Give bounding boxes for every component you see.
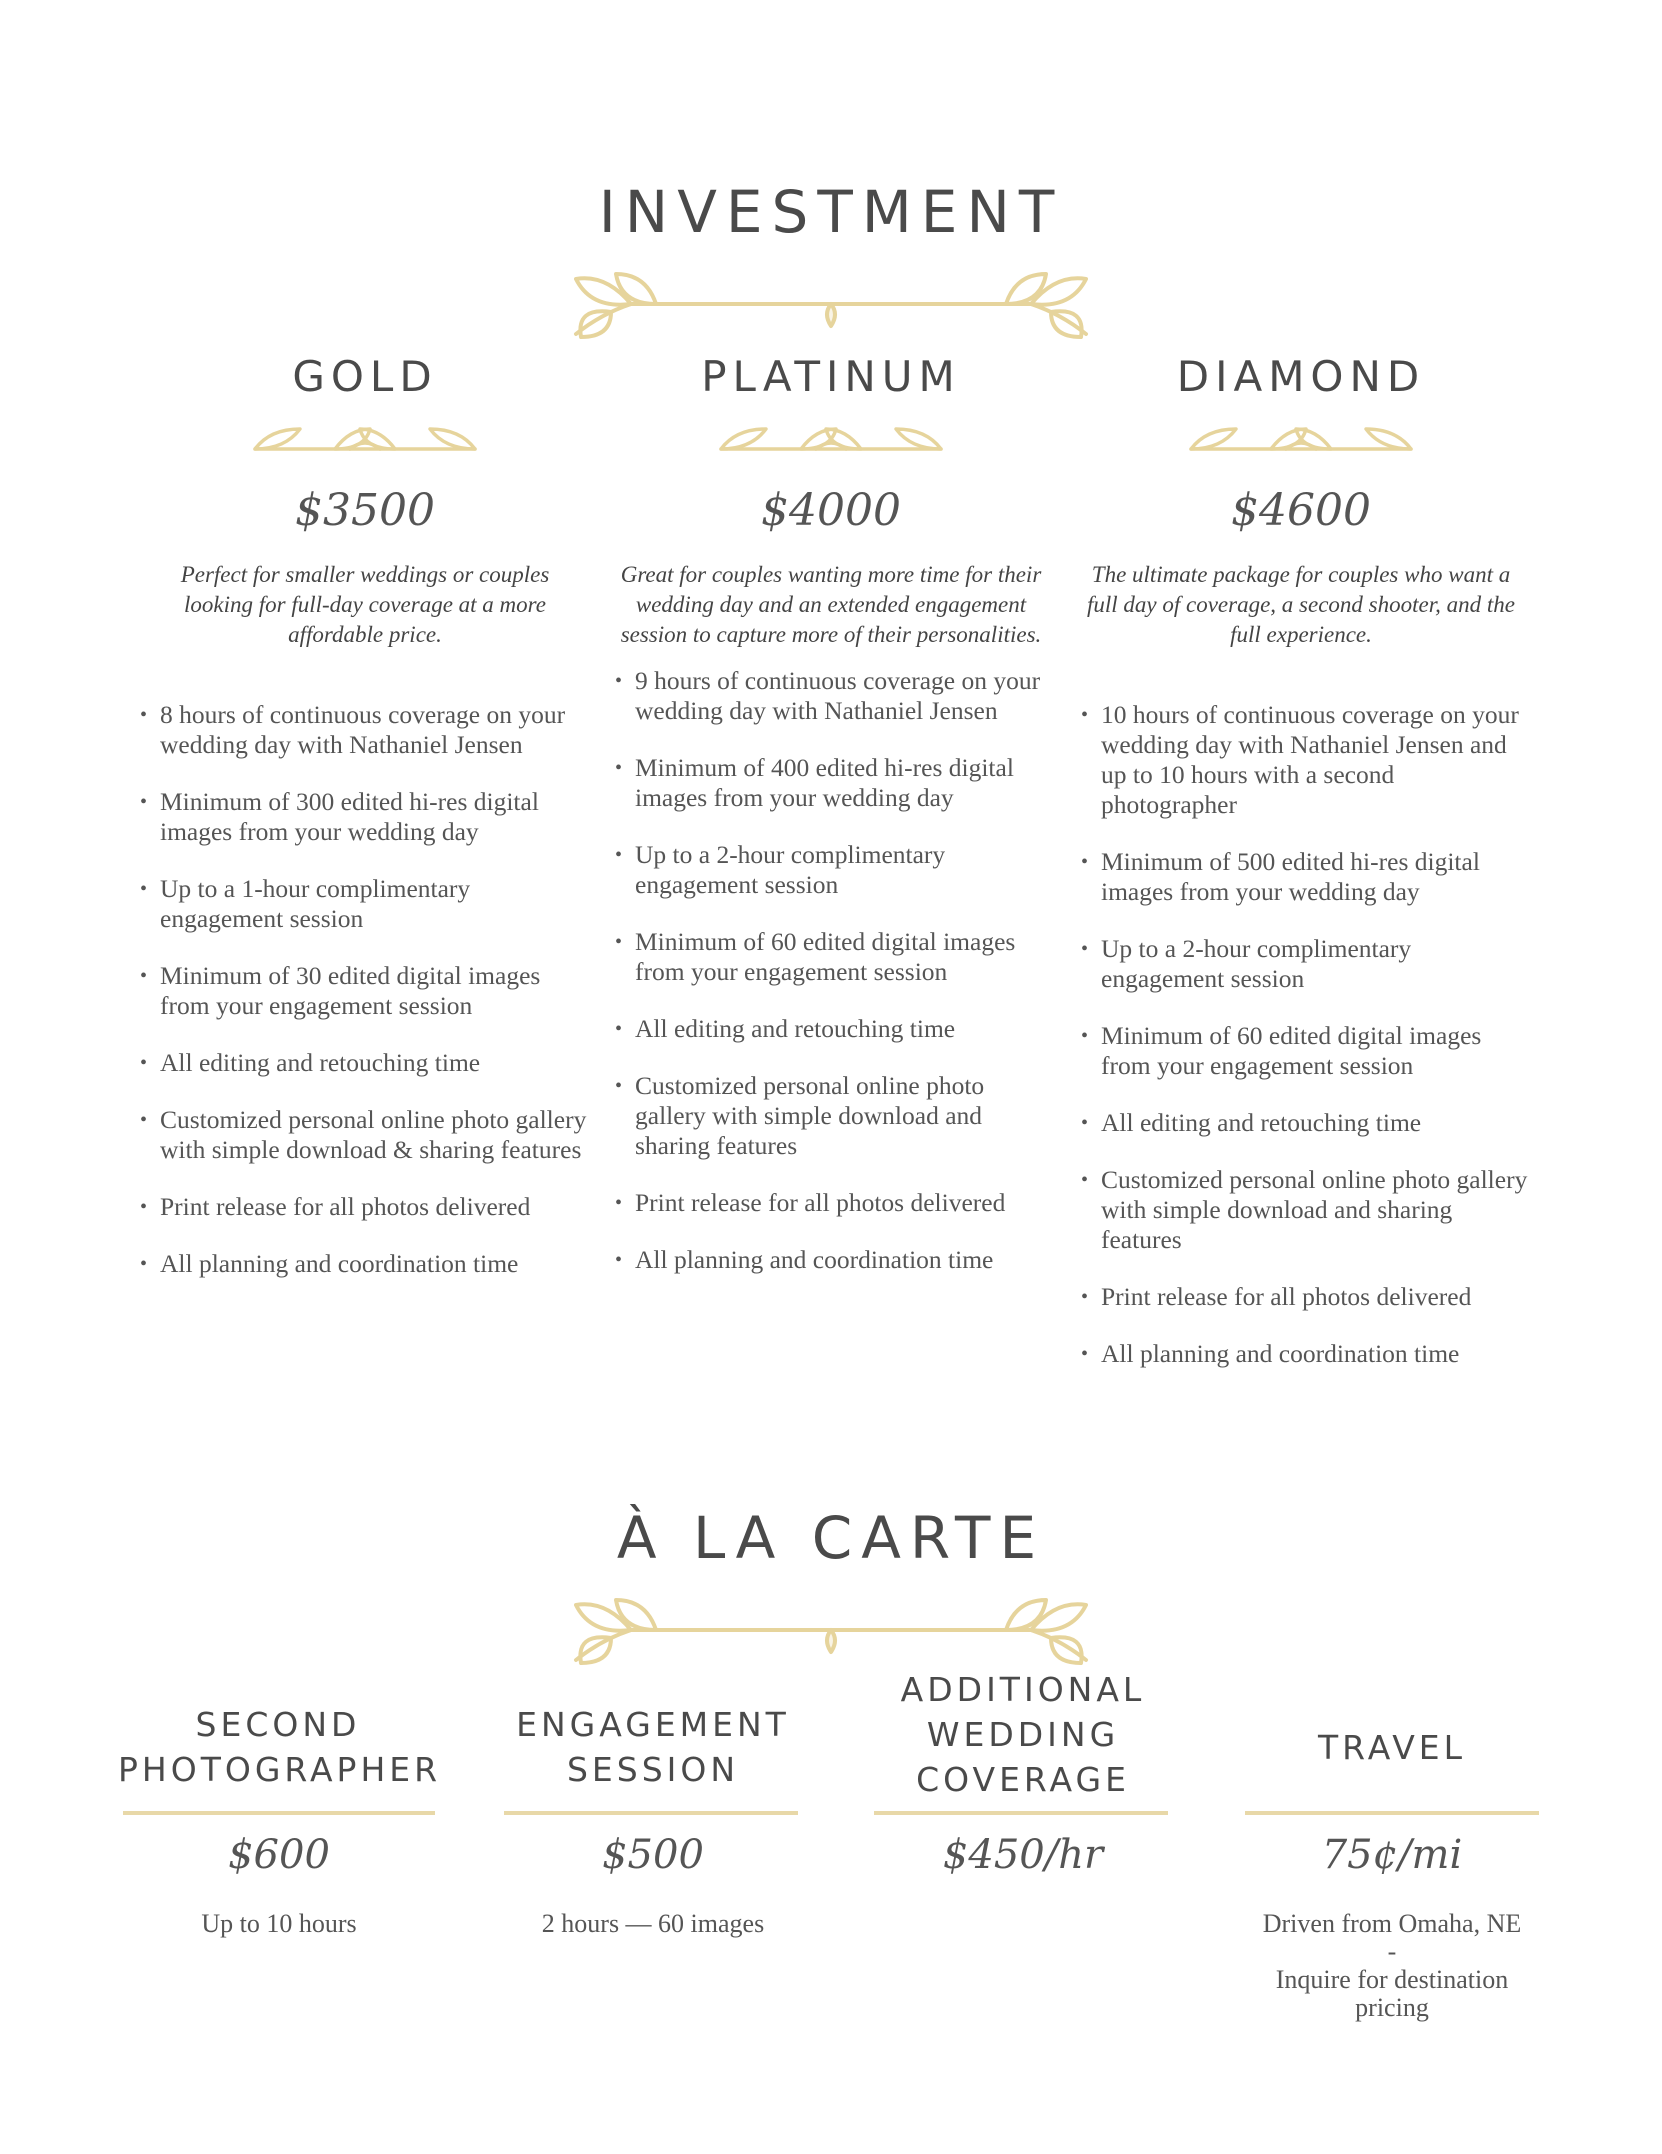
carte-name-second-photographer — [118, 1692, 442, 1802]
carte-name-line: ADDITIONAL — [900, 1670, 1146, 1709]
feature-list — [1071, 700, 1531, 1369]
carte-note — [123, 1910, 435, 1938]
a-la-carte-title: À LA CARTE — [616, 1504, 1046, 1572]
carte-name-line: TRAVEL — [1317, 1727, 1467, 1767]
carte-price: $450/hr — [942, 1832, 1104, 1878]
package-gold — [135, 352, 595, 1306]
carte-price: $500 — [602, 1832, 704, 1878]
carte-price: $600 — [228, 1832, 330, 1878]
feature-item: • Print release for all photos delivered — [635, 1188, 1061, 1218]
feature-item: • 8 hours of continuous coverage on your wedding day with Nathaniel Jensen — [160, 700, 595, 760]
package-platinum — [601, 352, 1061, 1302]
feature-item: • Minimum of 60 edited digital images from your engagement session — [1101, 1021, 1531, 1081]
feature-item: • Customized personal online photo gallery with simple download and sharing features — [1101, 1165, 1531, 1255]
carte-note-line: - — [1387, 1937, 1397, 1966]
laurel-ornament-icon — [571, 272, 1091, 342]
package-description: The ultimate package for couples who want a full day of coverage, a second shooter, and the full experience. — [1087, 562, 1515, 647]
carte-name-line: SESSION — [566, 1750, 740, 1789]
feature-item: • All planning and coordination time — [1101, 1339, 1531, 1369]
feature-item: • Customized personal online photo gallery with simple download & sharing features — [160, 1105, 595, 1165]
carte-note-line: Driven from Omaha, NE — [1262, 1909, 1522, 1938]
feature-list — [135, 700, 595, 1279]
package-price: $4000 — [761, 485, 901, 536]
feature-item: • Print release for all photos delivered — [160, 1192, 595, 1222]
package-name: PLATINUM — [701, 352, 961, 401]
feature-item: • Up to a 2-hour complimentary engagement session — [635, 840, 1061, 900]
feature-list — [601, 666, 1061, 1275]
laurel-ornament-icon — [571, 1598, 1091, 1668]
feature-item: • All planning and coordination time — [635, 1245, 1061, 1275]
package-diamond — [1071, 352, 1531, 1396]
carte-note — [498, 1910, 808, 1938]
carte-name-travel — [1237, 1692, 1547, 1802]
package-description: Perfect for smaller weddings or couples looking for full-day coverage at a more affordable price. — [180, 562, 550, 647]
feature-item: • All planning and coordination time — [160, 1249, 595, 1279]
divider — [1245, 1811, 1539, 1815]
small-laurel-ornament-icon — [711, 425, 951, 459]
feature-item: • 10 hours of continuous coverage on your wedding day with Nathaniel Jensen and up to 10 hours with a second photographer — [1101, 700, 1531, 820]
package-description: Great for couples wanting more time for their wedding day and an extended engagement session to capture more of their personalities. — [620, 562, 1042, 647]
feature-item: • All editing and retouching time — [160, 1048, 595, 1078]
carte-note — [1217, 1910, 1567, 2022]
carte-name-line: SECOND — [195, 1705, 361, 1744]
small-laurel-ornament-icon — [1181, 425, 1421, 459]
investment-title: INVESTMENT — [598, 178, 1064, 246]
feature-item: • All editing and retouching time — [635, 1014, 1061, 1044]
carte-name-engagement-session — [498, 1692, 808, 1802]
carte-name-line: ENGAGEMENT — [516, 1705, 790, 1744]
carte-name-additional-coverage — [868, 1667, 1178, 1802]
feature-item: • Minimum of 500 edited hi-res digital images from your wedding day — [1101, 847, 1531, 907]
package-price: $3500 — [295, 485, 435, 536]
small-laurel-ornament-icon — [245, 425, 485, 459]
divider — [504, 1811, 798, 1815]
carte-price: 75¢/mi — [1321, 1832, 1463, 1878]
package-price: $4600 — [1231, 485, 1371, 536]
feature-item: • Minimum of 30 edited digital images from your engagement session — [160, 961, 595, 1021]
divider — [123, 1811, 435, 1815]
carte-note-line: pricing — [1355, 1993, 1429, 2022]
carte-name-line: COVERAGE — [916, 1760, 1130, 1799]
feature-item: • All editing and retouching time — [1101, 1108, 1531, 1138]
feature-item: • Up to a 1-hour complimentary engagement session — [160, 874, 595, 934]
carte-note-line: Inquire for destination — [1275, 1965, 1509, 1994]
carte-name-line: WEDDING — [926, 1715, 1120, 1754]
package-name: DIAMOND — [1176, 352, 1426, 401]
feature-item: • Print release for all photos delivered — [1101, 1282, 1531, 1312]
feature-item: • 9 hours of continuous coverage on your wedding day with Nathaniel Jensen — [635, 666, 1061, 726]
feature-item: • Up to a 2-hour complimentary engagement session — [1101, 934, 1531, 994]
feature-item: • Minimum of 60 edited digital images from your engagement session — [635, 927, 1061, 987]
carte-note-line: Up to 10 hours — [201, 1909, 357, 1938]
feature-item: • Minimum of 300 edited hi-res digital images from your wedding day — [160, 787, 595, 847]
divider — [874, 1811, 1168, 1815]
feature-item: • Customized personal online photo gallery with simple download and sharing features — [635, 1071, 1061, 1161]
carte-name-line: PHOTOGRAPHER — [118, 1750, 442, 1789]
package-name: GOLD — [292, 352, 438, 401]
carte-note-line: 2 hours — 60 images — [541, 1909, 765, 1938]
feature-item: • Minimum of 400 edited hi-res digital images from your wedding day — [635, 753, 1061, 813]
